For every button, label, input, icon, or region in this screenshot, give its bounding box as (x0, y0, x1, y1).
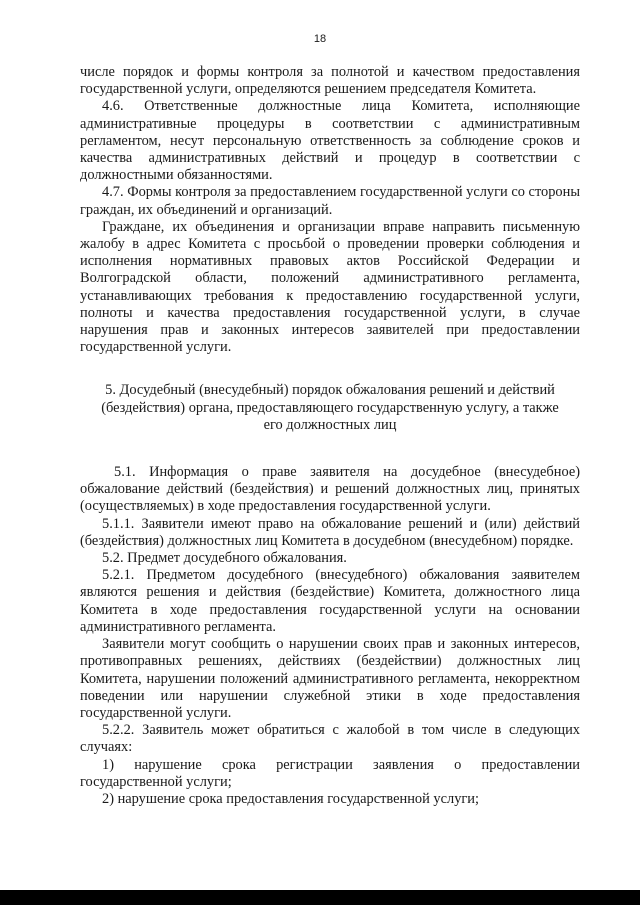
page-number: 18 (313, 33, 327, 45)
paragraph-5-2: 5.2. Предмет досудебного обжалования. (102, 550, 347, 567)
paragraph-5-2-1: 5.2.1. Предметом досудебного (внесудебного) обжалования заявителем являются решения и действия (бездействие) Комитета, должностного лица Комитета в ходе предоставления государственной услуги на основании административного регламента. (80, 567, 580, 635)
document-body (80, 64, 580, 808)
list-item-2: 2) нарушение срока предоставления государственной услуги; (102, 790, 479, 807)
paragraph-5-1-1: 5.1.1. Заявители имеют право на обжалование решений и (или) действий (бездействия) должностных лиц Комитета в досудебном (внесудебном) порядке. (80, 515, 580, 549)
paragraph-4-7: 4.7. Формы контроля за предоставлением государственной услуги со стороны граждан, их объединений и организаций. (80, 184, 580, 218)
paragraph-5-1: 5.1. Информация о праве заявителя на досудебное (внесудебное) обжалование действий (бездействия) и решений должностных лиц, принятых (осуществляемых) в ходе предоставления государственной услуги. (80, 464, 580, 515)
paragraph-citizens-complaint: Граждане, их объединения и организации вправе направить письменную жалобу в адрес Комитета с просьбой о проведении проверки соблюдения и исполнения нормативных правовых актов Российской Федерации и Волгоградской области, положений административного регламента, устанавливающих требования к предоставлению государственной услуги, полноты и качества предоставления государственной услуги, в случае нарушения прав и законных интересов заявителей при предоставлении государственной услуги. (80, 218, 580, 356)
section-5-heading: 5. Досудебный (внесудебный) порядок обжалования решений и действий (бездействия) органа, предоставляющего государственную услугу, а также его должностных лиц (101, 382, 559, 433)
scan-bottom-edge (0, 890, 640, 905)
paragraph-4-6: 4.6. Ответственные должностные лица Комитета, исполняющие административные процедуры в соответствии с административным регламентом, несут персональную ответственность за соблюдение сроков и качества административных действий и процедур в соответствии с должностными обязанностями. (80, 98, 580, 184)
paragraph-continuation: числе порядок и формы контроля за полнотой и качеством предоставления государственной услуги, определяются решением председателя Комитета. (80, 64, 580, 98)
list-item-1: 1) нарушение срока регистрации заявления о предоставлении государственной услуги; (80, 756, 580, 790)
paragraph-5-2-2: 5.2.2. Заявитель может обратиться с жалобой в том числе в следующих случаях: (80, 722, 580, 756)
paragraph-applicants-may-report: Заявители могут сообщить о нарушении своих прав и законных интересов, противоправных решениях, действиях (бездействии) должностных лиц Комитета, нарушении положений административного регламента, некорректном поведении или нарушении служебной этики в ходе предоставления государственной услуги. (80, 636, 580, 721)
